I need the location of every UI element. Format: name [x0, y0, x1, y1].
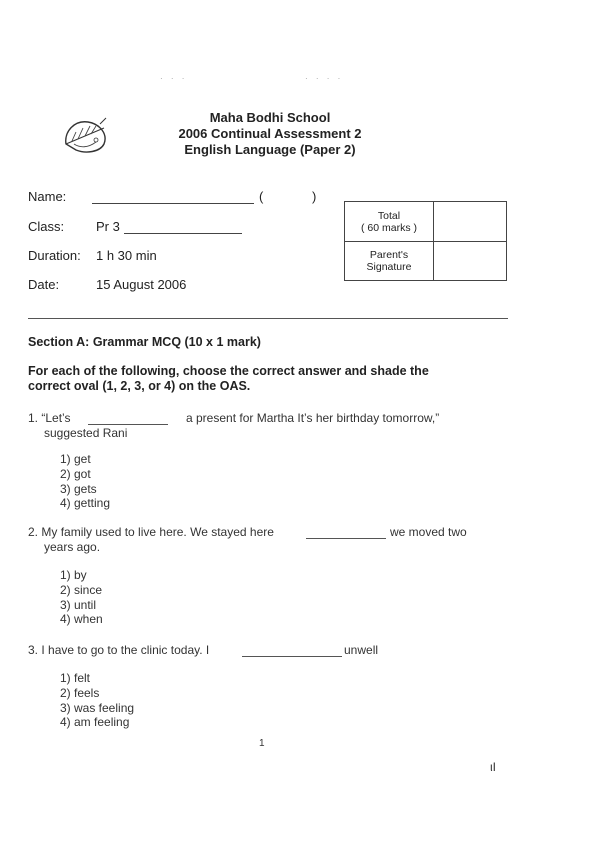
- question-3-options: [60, 671, 134, 730]
- scan-artifact: · · ·: [160, 74, 188, 83]
- instruction-line-1: For each of the following, choose the correct answer and shade the: [28, 364, 429, 378]
- instruction-line-2: correct oval (1, 2, 3, or 4) on the OAS.: [28, 379, 251, 393]
- question-1: [28, 411, 440, 426]
- answer-blank: [242, 656, 342, 657]
- school-name: Maha Bodhi School: [209, 110, 331, 125]
- index-paren-open: (: [259, 189, 264, 204]
- duration-label: Duration:: [28, 248, 81, 263]
- option: 3) gets: [60, 481, 97, 496]
- date-label: Date:: [28, 277, 60, 292]
- page-number: 1: [259, 738, 265, 749]
- score-cell: [434, 202, 507, 242]
- class-value: Pr 3: [96, 219, 120, 234]
- question-text: “Let’s: [41, 411, 71, 425]
- question-2-line-2: years ago.: [44, 540, 101, 554]
- question-number: 2.: [28, 525, 39, 539]
- option: 1) felt: [60, 671, 91, 685]
- corner-mark: ιΙ: [490, 760, 496, 774]
- total-marks-cell: [345, 202, 434, 242]
- option: 4) when: [60, 612, 103, 627]
- signature-label-cell: [345, 242, 434, 281]
- index-paren-close: ): [312, 189, 317, 204]
- option: 3) was feeling: [60, 700, 135, 715]
- question-1-line-2: suggested Rani: [44, 426, 128, 440]
- question-text: unwell: [344, 643, 379, 657]
- total-label: Total: [377, 209, 401, 222]
- signature-label-line1: Parent's: [369, 249, 409, 261]
- question-number: 3.: [28, 643, 39, 657]
- name-label: Name:: [28, 189, 67, 204]
- question-text: My family used to live here. We stayed here: [41, 525, 274, 539]
- duration-value: 1 h 30 min: [96, 248, 157, 263]
- question-1-options: [60, 452, 110, 511]
- class-field: [124, 233, 242, 234]
- question-3: [28, 643, 488, 658]
- signature-label-line2: Signature: [366, 261, 412, 273]
- option: 3) until: [60, 597, 97, 612]
- document-header: [150, 110, 390, 158]
- marks-box: [344, 201, 507, 281]
- option: 4) am feeling: [60, 715, 130, 730]
- option: 2) got: [60, 466, 91, 481]
- separator-line: [28, 318, 508, 319]
- question-text: I have to go to the clinic today. I: [41, 643, 210, 657]
- assessment-title: 2006 Continual Assessment 2: [178, 126, 362, 141]
- option: 2) feels: [60, 685, 100, 700]
- total-marks: ( 60 marks ): [360, 221, 417, 234]
- question-text: we moved two: [390, 525, 467, 539]
- scan-artifact: · · · ·: [305, 74, 344, 83]
- question-2-options: [60, 568, 103, 627]
- subject-title: English Language (Paper 2): [184, 142, 356, 157]
- option: 4) getting: [60, 496, 111, 511]
- option: 2) since: [60, 582, 103, 597]
- option: 1) get: [60, 452, 91, 466]
- question-text: a present for Martha It’s her birthday tomorrow,”: [186, 411, 440, 425]
- section-instructions: [28, 364, 468, 394]
- answer-blank: [88, 424, 168, 425]
- section-title: Section A: Grammar MCQ (10 x 1 mark): [28, 335, 261, 349]
- option: 1) by: [60, 568, 87, 582]
- signature-cell: [434, 242, 507, 281]
- answer-blank: [306, 538, 386, 539]
- class-label: Class:: [28, 219, 65, 234]
- name-field: [92, 203, 254, 204]
- school-logo-icon: [60, 114, 112, 158]
- question-2: [28, 525, 488, 540]
- date-value: 15 August 2006: [96, 277, 187, 292]
- question-number: 1.: [28, 411, 39, 425]
